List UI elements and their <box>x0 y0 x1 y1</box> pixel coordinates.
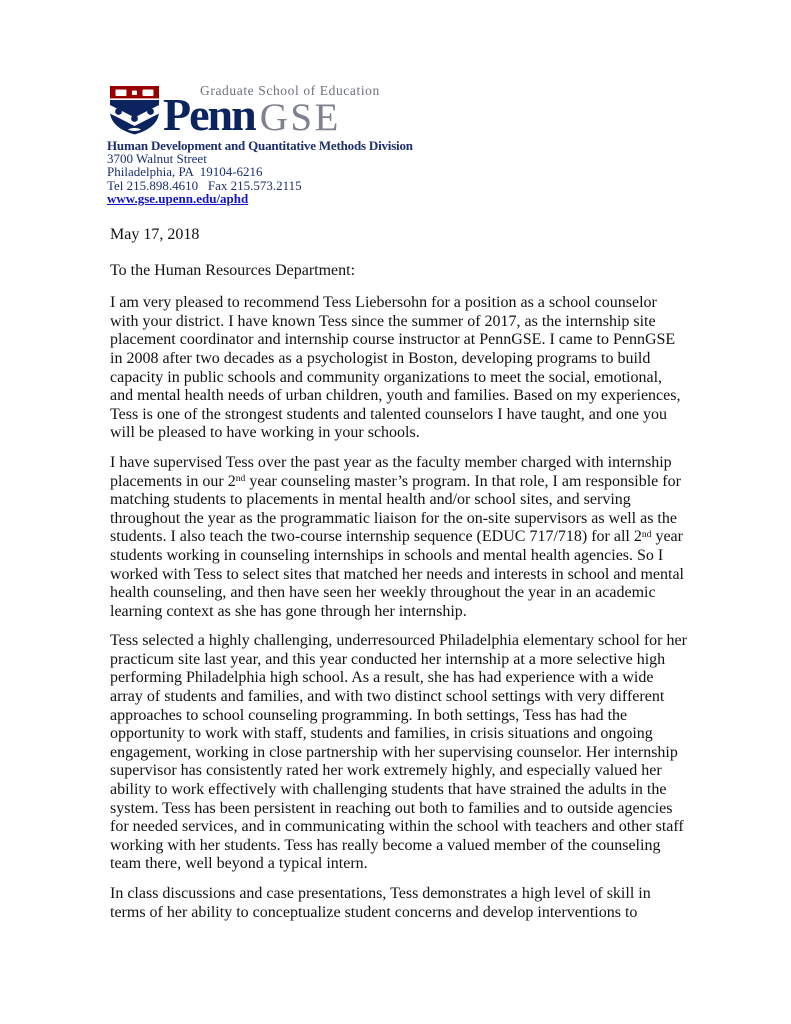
salutation: To the Human Resources Department: <box>110 261 356 279</box>
phone-fax-line: Tel 215.898.4610 Fax 215.573.2115 <box>107 177 302 193</box>
letter-date: May 17, 2018 <box>110 226 200 243</box>
website-link[interactable]: www.gse.upenn.edu/aphd <box>107 191 249 207</box>
body-paragraph-4: In class discussions and case presentations, Tess demonstrates a high level of skill in terms of her ability to conceptualize student concerns and develop interventions to <box>110 885 651 921</box>
body-paragraph-1: I am very pleased to recommend Tess Liebersohn for a position as a school counselor with your district. I have known Tess since the summer of 2017, as the internship site placement coordinator and internship course instructor at PennGSE. I came to PennGSE in 2008 after two decades as a psychologist in Boston, developing programs to build capacity in public schools and community organizations to meet the social, emotional, and mental health needs of urban children, youth and families. Based on my experiences, Tess is one of the strongest students and talented counselors I have taught, and one you will be pleased to have working in your schools. <box>110 294 681 442</box>
penngse-logo <box>107 83 413 140</box>
address-street: 3700 Walnut Street <box>107 151 207 167</box>
gse-wordmark: GSE <box>259 96 341 139</box>
body-paragraph-2: I have supervised Tess over the past year as the faculty member charged with internship placements in our 2nd year counseling master’s program. In that role, I am responsible for matching students to placements in mental health and/or school sites, and serving throughout the year as the programmatic liaison for the on-site supervisors as well as the students. I also teach the two-course internship sequence (EDUC 717/718) for all 2nd year students working in counseling internships in schools and mental health agencies. So I worked with Tess to select sites that matched her needs and interests in school and mental health counseling, and then have seen her weekly throughout the year in an academic learning context as she has gone through her internship. <box>110 453 684 620</box>
address-city: Philadelphia, PA 19104-6216 <box>107 164 263 180</box>
penn-wordmark: Penn <box>163 89 255 140</box>
letterhead <box>107 84 413 206</box>
wordmark <box>163 83 380 140</box>
division-name: Human Development and Quantitative Methods Division <box>107 138 413 153</box>
body-paragraph-3: Tess selected a highly challenging, underresourced Philadelphia elementary school for her practicum site last year, and this year conducted her internship at a more selective high performing Philadelphia high school. As a result, she has had experience with a wide array of students and families, and with two distinct school settings with very different approaches to school counseling programming. In both settings, Tess has had the opportunity to work with staff, students and families, in crisis situations and ongoing engagement, working in close partnership with her supervising counselor. Her internship supervisor has consistently rated her work extremely highly, and especially valued her ability to work effectively with challenging students that have strained the adults in the system. Tess has been persistent in reaching out both to families and to outside agencies for needed services, and in communicating within the school with teachers and other staff working with her students. Tess has really become a valued member of the counseling team there, well beyond a typical intern. <box>110 632 687 873</box>
penn-shield-icon <box>107 84 162 136</box>
tagline-text: Graduate School of Education <box>200 83 380 98</box>
letterhead-contact-block <box>107 139 413 206</box>
letter-body <box>110 226 688 933</box>
